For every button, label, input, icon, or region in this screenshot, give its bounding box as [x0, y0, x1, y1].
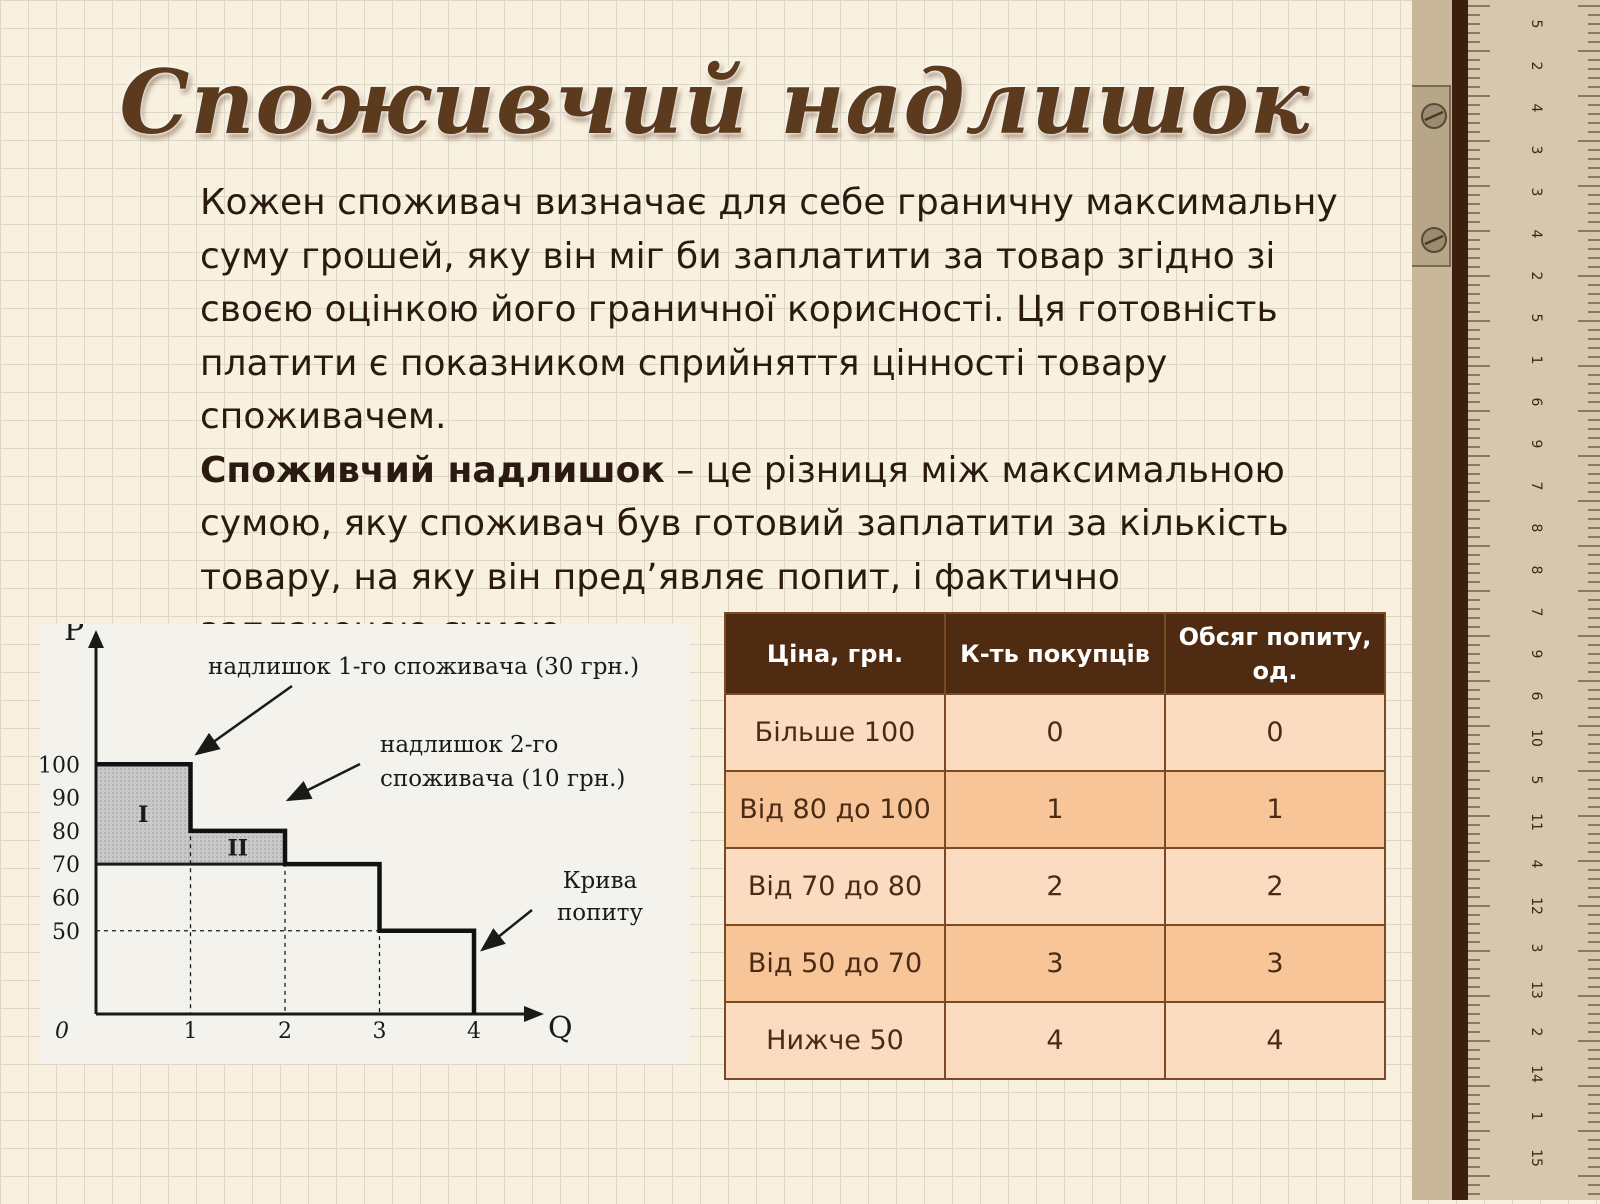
table-cell: 4: [1165, 1002, 1385, 1079]
ruler-number: 10: [1528, 729, 1544, 747]
table-row: [725, 925, 1385, 1002]
annotation-demand-line-1: Крива: [562, 868, 638, 894]
definition-text: – це різниця між максимальною сумою, яку споживач був готовий заплатити за кількість товару, на яку він пред’являє попит, і фактично: [200, 449, 1289, 598]
surplus-area-label: I: [138, 802, 149, 829]
ruler-number: 6: [1528, 691, 1544, 701]
header-demand: Обсяг попиту, од.: [1165, 613, 1385, 694]
screw-icon: [1422, 228, 1446, 252]
header-price: Ціна, грн.: [725, 613, 945, 694]
table-cell: Нижче 50: [725, 1002, 945, 1079]
ruler-number: 3: [1528, 943, 1544, 953]
ruler-number: 7: [1528, 607, 1544, 617]
annotation-arrow-1: [197, 686, 293, 754]
demand-table: [724, 612, 1386, 1080]
annotation-arrow-2: [288, 764, 360, 800]
annotation-arrow-3: [482, 910, 532, 950]
ruler-number: 4: [1528, 103, 1544, 113]
demand-step-chart: [40, 624, 690, 1064]
ruler-number: 14: [1528, 1065, 1544, 1083]
slide-title: Споживчий надлишок: [119, 50, 1311, 154]
table-cell: 3: [1165, 925, 1385, 1002]
x-tick-label: 0: [55, 1019, 69, 1044]
x-tick-label: 4: [467, 1019, 481, 1044]
ruler-number: 2: [1528, 61, 1544, 71]
table-row: [725, 1002, 1385, 1079]
ruler-number: 4: [1528, 229, 1544, 239]
table-cell: 1: [945, 771, 1165, 848]
table-cell: 2: [1165, 848, 1385, 925]
annotation-consumer-2-line-1: надлишок 2-го: [380, 732, 559, 758]
ruler-number: 13: [1528, 981, 1544, 999]
table-row: [725, 771, 1385, 848]
ruler-number: 12: [1528, 897, 1544, 915]
x-tick-label: 1: [183, 1019, 198, 1044]
ruler-number: 5: [1528, 19, 1544, 29]
ruler-number: 1: [1528, 1111, 1544, 1121]
y-tick-label: 60: [52, 886, 80, 912]
ruler-number: 2: [1528, 1027, 1544, 1037]
annotation-consumer-2-line-2: споживача (10 грн.): [380, 766, 626, 792]
table-cell: 3: [945, 925, 1165, 1002]
table-cell: 4: [945, 1002, 1165, 1079]
header-buyers: К-ть покупців: [945, 613, 1165, 694]
ruler-number: 8: [1528, 565, 1544, 575]
y-axis-label: P: [64, 624, 85, 648]
table-header-row: [725, 613, 1385, 694]
table-cell: Від 70 до 80: [725, 848, 945, 925]
definition-term: Споживчий надлишок: [200, 449, 665, 491]
ruler-strip-right: [1468, 0, 1600, 1200]
table-cell: 1: [1165, 771, 1385, 848]
y-tick-label: 50: [52, 919, 80, 945]
body-text: [40, 176, 1360, 658]
ruler-number: 6: [1528, 397, 1544, 407]
ruler-number: 9: [1528, 649, 1544, 659]
surplus-area-label: II: [227, 835, 249, 862]
x-axis-arrow-icon: [524, 1006, 544, 1022]
ruler-number: 8: [1528, 523, 1544, 533]
y-tick-label: 90: [52, 786, 80, 812]
ruler-number: 3: [1528, 187, 1544, 197]
table-cell: 0: [1165, 694, 1385, 771]
ruler-number: 5: [1528, 313, 1544, 323]
ruler-number: 5: [1528, 775, 1544, 785]
y-tick-label: 70: [52, 853, 80, 879]
x-tick-label: 3: [372, 1019, 387, 1044]
y-tick-label: 100: [40, 753, 80, 779]
table-cell: Більше 100: [725, 694, 945, 771]
ruler-number: 2: [1528, 271, 1544, 281]
annotation-consumer-1: надлишок 1-го споживача (30 грн.): [208, 654, 640, 680]
ruler-number: 7: [1528, 481, 1544, 491]
ruler-number: 9: [1528, 439, 1544, 449]
annotation-demand-line-2: попиту: [556, 900, 644, 926]
ruler-number: 11: [1528, 813, 1544, 831]
y-axis-arrow-icon: [88, 630, 104, 648]
x-tick-label: 2: [278, 1019, 292, 1044]
table-cell: 0: [945, 694, 1165, 771]
decorative-ruler: [1412, 0, 1600, 1200]
ruler-number: 4: [1528, 859, 1544, 869]
ruler-number: 15: [1528, 1149, 1544, 1167]
table-row: [725, 694, 1385, 771]
ruler-number: 3: [1528, 145, 1544, 155]
ruler-number: 1: [1528, 355, 1544, 365]
table-cell: 2: [945, 848, 1165, 925]
table-cell: Від 50 до 70: [725, 925, 945, 1002]
screw-icon: [1422, 104, 1446, 128]
y-tick-label: 80: [52, 819, 80, 845]
table-cell: Від 80 до 100: [725, 771, 945, 848]
paragraph-1: Кожен споживач визначає для себе граничну максимальну суму грошей, яку він міг би заплатити за товар згідно зі своєю оцінкою його граничної корисності. Ця готовність платити є показником сприйняття цінності товару споживачем.: [200, 182, 1338, 437]
table-row: [725, 848, 1385, 925]
x-axis-label: Q: [548, 1011, 573, 1046]
